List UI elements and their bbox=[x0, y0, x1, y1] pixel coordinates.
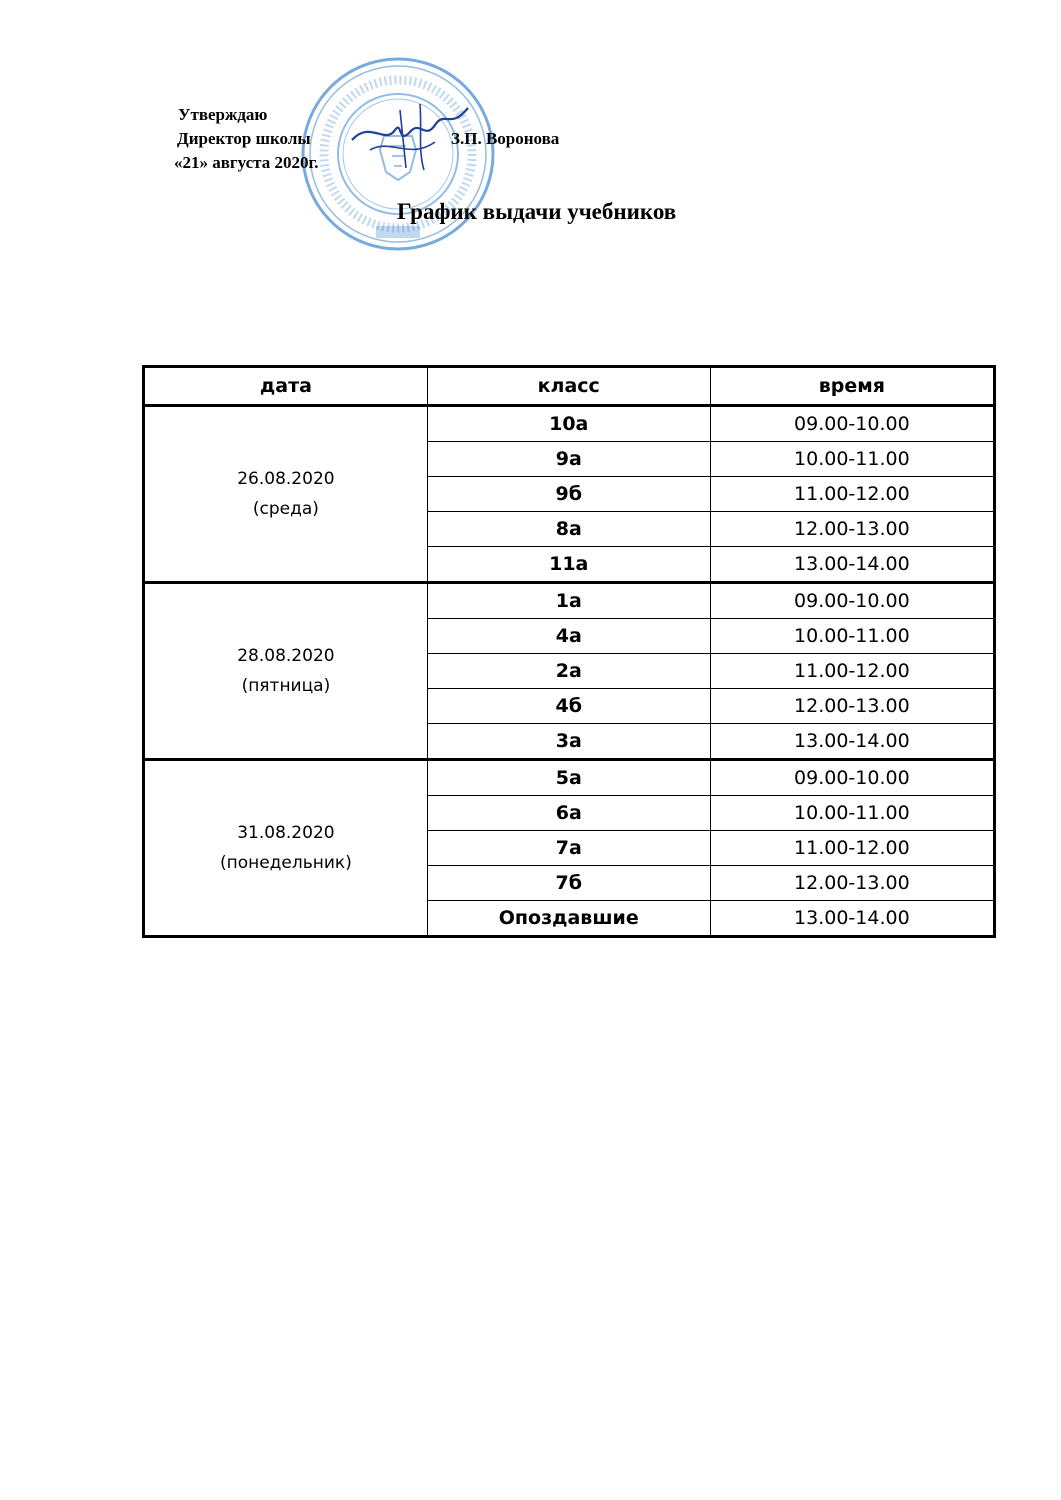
class-cell: 3а bbox=[427, 724, 710, 760]
day-group bbox=[144, 583, 995, 760]
time-cell: 11.00-12.00 bbox=[710, 477, 994, 512]
time-cell: 09.00-10.00 bbox=[710, 583, 994, 619]
date-text: 28.08.2020 bbox=[237, 646, 335, 666]
time-cell: 12.00-13.00 bbox=[710, 689, 994, 724]
class-cell: 5а bbox=[427, 760, 710, 796]
time-cell: 11.00-12.00 bbox=[710, 831, 994, 866]
class-cell: 1а bbox=[427, 583, 710, 619]
date-cell bbox=[144, 760, 428, 937]
table-row bbox=[144, 406, 995, 442]
time-cell: 13.00-14.00 bbox=[710, 901, 994, 937]
time-cell: 10.00-11.00 bbox=[710, 619, 994, 654]
approval-date: «21» августа 2020г. bbox=[174, 153, 319, 172]
table-row bbox=[144, 760, 995, 796]
class-cell: 11а bbox=[427, 547, 710, 583]
approval-line: Утверждаю bbox=[178, 105, 268, 124]
weekday-text: (понедельник) bbox=[219, 853, 352, 873]
time-cell: 13.00-14.00 bbox=[710, 724, 994, 760]
class-cell: 7а bbox=[427, 831, 710, 866]
time-cell: 10.00-11.00 bbox=[710, 796, 994, 831]
date-text: 26.08.2020 bbox=[237, 469, 335, 489]
time-cell: 09.00-10.00 bbox=[710, 406, 994, 442]
time-cell: 12.00-13.00 bbox=[710, 866, 994, 901]
day-group bbox=[144, 406, 995, 583]
weekday-text: (среда) bbox=[252, 499, 319, 519]
class-cell: 4а bbox=[427, 619, 710, 654]
table-header-row bbox=[144, 367, 995, 406]
time-cell: 09.00-10.00 bbox=[710, 760, 994, 796]
header-time: время bbox=[710, 367, 994, 406]
approval-block bbox=[170, 103, 560, 175]
date-cell bbox=[144, 583, 428, 760]
time-cell: 12.00-13.00 bbox=[710, 512, 994, 547]
approval-position-text: Директор школы bbox=[177, 129, 311, 148]
class-cell: Опоздавшие bbox=[427, 901, 710, 937]
class-cell: 8а bbox=[427, 512, 710, 547]
header-date: дата bbox=[144, 367, 428, 406]
table-row bbox=[144, 583, 995, 619]
day-group bbox=[144, 760, 995, 937]
document-title: График выдачи учебников bbox=[397, 199, 677, 224]
approval-position bbox=[177, 127, 560, 151]
class-cell: 4б bbox=[427, 689, 710, 724]
class-cell: 9а bbox=[427, 442, 710, 477]
class-cell: 7б bbox=[427, 866, 710, 901]
time-cell: 10.00-11.00 bbox=[710, 442, 994, 477]
date-cell bbox=[144, 406, 428, 583]
time-cell: 11.00-12.00 bbox=[710, 654, 994, 689]
class-cell: 2а bbox=[427, 654, 710, 689]
class-cell: 9б bbox=[427, 477, 710, 512]
schedule-table bbox=[142, 365, 996, 938]
director-name: З.П. Воронова bbox=[451, 129, 560, 148]
class-cell: 10а bbox=[427, 406, 710, 442]
class-cell: 6а bbox=[427, 796, 710, 831]
header-class: класс bbox=[427, 367, 710, 406]
time-cell: 13.00-14.00 bbox=[710, 547, 994, 583]
weekday-text: (пятница) bbox=[241, 676, 331, 696]
date-text: 31.08.2020 bbox=[237, 823, 335, 843]
